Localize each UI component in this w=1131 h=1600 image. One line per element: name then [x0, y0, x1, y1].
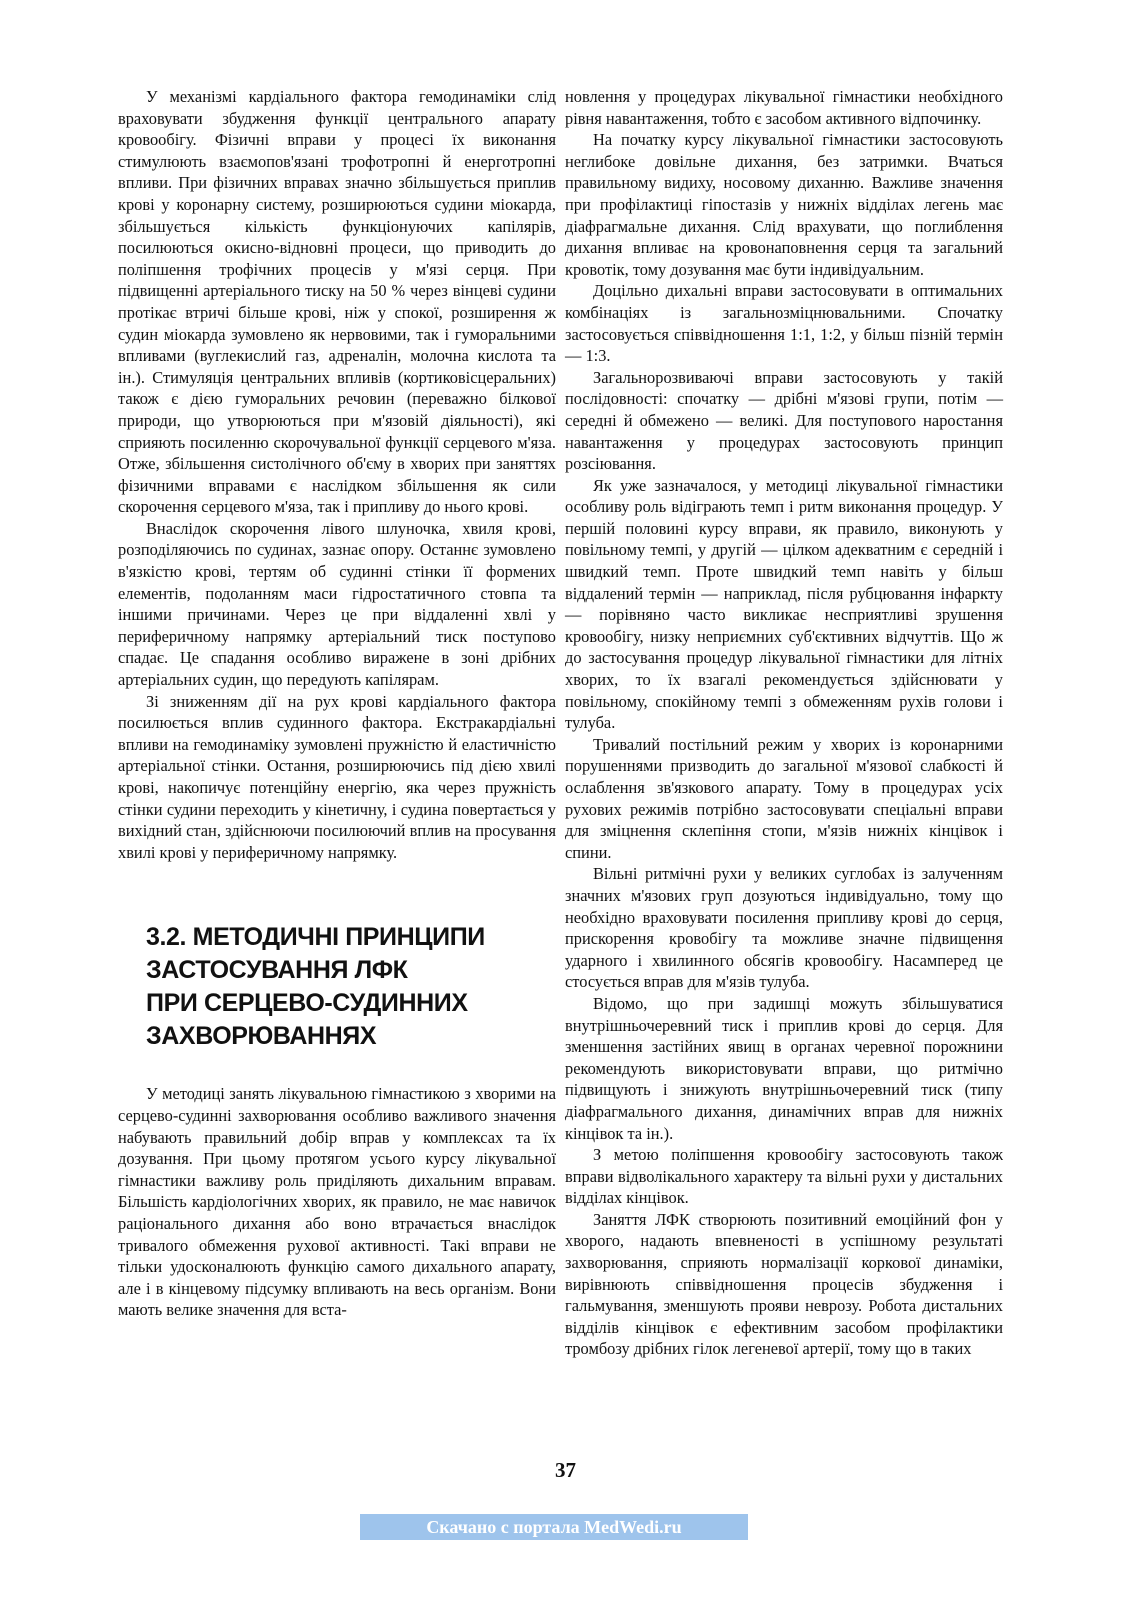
- body-paragraph: Доцільно дихальні вправи застосовувати в оптимальних комбінаціях із загальнозміцнювальними. Спочатку застосовується співвідношення 1:1, 1:2, у більш пізній термін — 1:3.: [565, 281, 1003, 366]
- body-paragraph: Вільні ритмічні рухи у великих суглобах із залученням значних м'язових груп дозуються індивідуально, тому що необхідно враховувати посилення припливу крові до серця, прискорення кровобігу та можливе значне підвищення ударного і хвилинного обсягів кровообігу. Насамперед це стосується вправ для м'язів тулуба.: [565, 864, 1003, 992]
- body-paragraph: З метою поліпшення кровообігу застосовують також вправи відволікального характеру та вільні рухи у дистальних відділах кінцівок.: [565, 1145, 1003, 1208]
- section-heading-line: ЗАСТОСУВАННЯ ЛФК: [146, 956, 408, 985]
- section-heading-line: ПРИ СЕРЦЕВО-СУДИННИХ: [146, 989, 468, 1018]
- body-paragraph: Внаслідок скорочення лівого шлуночка, хвиля крові, розподіляючись по судинах, зазнає опору. Останнє зумовлено в'язкістю крові, тертям об судинні стінки її формених елементів, подоланням маси гідростатичного стовпа та іншими причинами. Через це при віддаленні хвлі у периферичному напрямку артеріальний тиск поступово спадає. Це спадання особливо виражене в зоні дрібних артеріальних судин, що передують капілярам.: [118, 518, 556, 690]
- body-paragraph: Як уже зазначалося, у методиці лікувальної гімнастики особливу роль відіграють темп і ритм виконання процедур. У першій половині курсу вправи, як правило, виконують у повільному темпі, у другій — цілком адекватним є середній і швидкий темп. Проте швидкий темп навіть у більш віддалений термін — наприклад, після рубцювання інфаркту — порівняно часто викликає несприятливі зрушення кровообігу, низку неприємних суб'єктивних відчуттів. Що ж до застосування процедур лікувальної гімнастики для літніх хворих, то їх взагалі рекомендується здійснювати у повільному, спокійному темпі з обмеженням рухів голови і тулуба.: [565, 475, 1003, 733]
- body-paragraph-continued: новлення у процедурах лікувальної гімнастики необхідного рівня навантаження, тобто є засобом активного відпочинку.: [565, 87, 1003, 128]
- body-paragraph: На початку курсу лікувальної гімнастики застосовують неглибоке довільне дихання, без затримки. Вчаться правильному видиху, носовому диханню. Важливе значення при профілактиці гіпостазів у нижніх відділах легень має діафрагмальне дихання. Слід врахувати, що поглиблення дихання впливає на кровонаповнення серця та загальний кровотік, тому дозування має бути індивідуальним.: [565, 130, 1003, 279]
- body-paragraph: Загальнорозвиваючі вправи застосовують у такій послідовності: спочатку — дрібні м'язові групи, потім — середні й обмежено — великі. Для поступового наростання навантаження у процедурах застосовують принцип розсіювання.: [565, 367, 1003, 474]
- watermark-banner: Скачано с портала MedWedi.ru: [360, 1514, 748, 1540]
- page-number: 37: [555, 1458, 576, 1482]
- body-paragraph: У методиці занять лікувальною гімнастикою з хворими на серцево-судинні захворювання особливо важливого значення набувають правильний добір вправ у комплексах та їх дозування. При цьому протягом усього курсу лікувальної гімнастики важливу роль приділяють дихальним вправам. Більшість кардіологічних хворих, як правило, не має навичок раціонального дихання або воно втрачається внаслідок тривалого обмеження рухової активності. Такі вправи не тільки удосконалюють функцію самого дихального апарату, але і в кінцевому підсумку впливають на весь організм. Вони мають велике значення для вста-: [118, 1084, 556, 1320]
- left-column: [118, 86, 556, 1321]
- section-heading-line: ЗАХВОРЮВАННЯХ: [146, 1022, 377, 1051]
- section-heading-line: 3.2. МЕТОДИЧНІ ПРИНЦИПИ: [146, 923, 485, 952]
- body-paragraph: Зі зниженням дії на рух крові кардіального фактора посилюється вплив судинного фактора. Екстракардіальні впливи на гемодинаміку зумовлені пружністю й еластичністю артеріальної стінки. Остання, розширюючись під дією хвилі крові, накопичує потенційну енергію, яка через пружність стінки судини переходить у кінетичну, і судина повертається у вихідний стан, здійснюючи посилюючий вплив на просування хвилі крові у периферичному напрямку.: [118, 691, 556, 862]
- body-paragraph: Відомо, що при задишці можуть збільшуватися внутрішньочеревний тиск і приплив крові до серця. Для зменшення застійних явищ в органах черевної порожнини рекомендують використовувати вправи, що ритмічно підвищують і знижують внутрішньочеревний тиск (типу діафрагмального дихання, динамічних вправ для нижніх кінцівок та ін.).: [565, 993, 1003, 1143]
- body-paragraph: Тривалий постільний режим у хворих із коронарними порушеннями призводить до загальної м'язової слабкості й ослаблення зв'язкового апарату. Тому в процедурах усіх рухових режимів потрібно застосовувати спеціальні вправи для зміцнення склепіння стопи, м'язів нижніх кінцівок і спини.: [565, 734, 1003, 862]
- section-heading: [146, 921, 556, 1053]
- body-paragraph: Заняття ЛФК створюють позитивний емоційний фон у хворого, надають впевненості в успішному результаті захворювання, сприяють нормалізації коркової динаміки, вирівнюють співвідношення процесів збудження і гальмування, зменшують прояви неврозу. Робота дистальних відділів кінцівок є ефективним засобом профілактики тромбозу дрібних гілок легеневої артерії, тому що в таких: [565, 1209, 1003, 1359]
- body-paragraph: У механізмі кардіального фактора гемодинаміки слід враховувати збудження функції центрального апарату кровообігу. Фізичні вправи у процесі їх виконання стимулюють взаємопов'язані трофотропні й енерготропні впливи. При фізичних вправах значно збільшується приплив крові у коронарну систему, розширюються судини міокарда, збільшується кількість функціонуючих капілярів, посилюються окисно-відновні процеси, що приводить до поліпшення трофічних процесів у м'язі серця. При підвищенні артеріального тиску на 50 % через вінцеві судини протікає втричі більше крові, ніж у спокої, розширення ж судин міокарда зумовлено як нервовими, так і гуморальними впливами (вуглекислий газ, адреналін, молочна кислота та ін.). Стимуляція центральних впливів (кортиковісцеральних) також є дією гуморальних речовин (переважно білкової природи, що утворюються при м'язовій діяльності), які сприяють посиленню скорочувальної функції серцевого м'яза. Отже, збільшення систолічного об'єму в хворих при заняттях фізичними вправами є наслідком збільшення як сили скорочення серцевого м'яза, так і припливу до нього крові.: [118, 87, 556, 517]
- right-column: [565, 86, 1003, 1360]
